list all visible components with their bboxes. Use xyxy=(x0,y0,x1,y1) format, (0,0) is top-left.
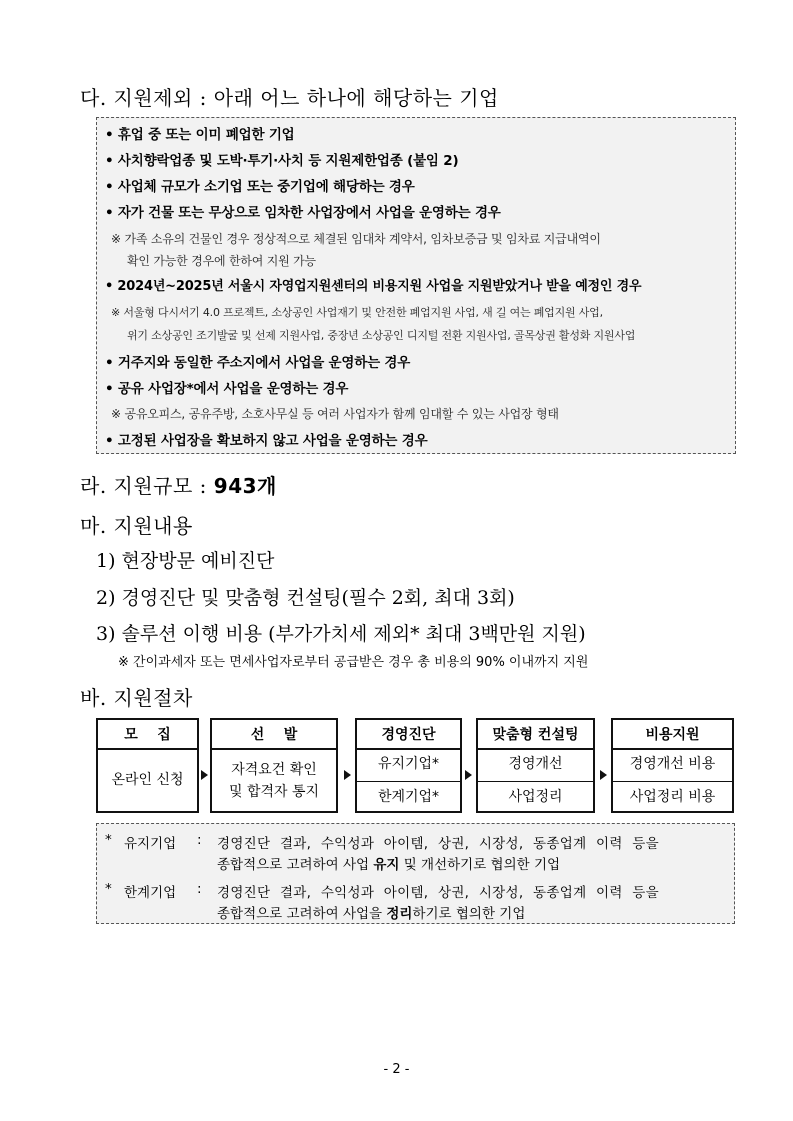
flow-step-header: 비용지원 xyxy=(613,720,732,750)
flow-step-header: 모 집 xyxy=(98,720,197,750)
flow-step-bottom: 한계기업* xyxy=(377,788,440,805)
arrow-right-icon xyxy=(201,770,208,780)
section-ra-label: 라. 지원규모 : xyxy=(80,474,214,498)
exclusion-item: • 고정된 사업장을 확보하지 않고 사업을 운영하는 경우 xyxy=(105,433,428,449)
flow-step-top: 유지기업* xyxy=(377,756,440,772)
arrow-right-icon xyxy=(600,770,607,780)
section-ra xyxy=(80,470,277,499)
flow-step-header: 맞춤형 컨설팅 xyxy=(478,720,593,750)
flow-step-body-line1: 자격요건 확인 xyxy=(231,762,317,778)
section-ra-value: 943개 xyxy=(213,474,277,498)
flow-step-top: 경영개선 비용 xyxy=(629,756,716,772)
support-item: 2) 경영진단 및 맞춤형 컨설팅(필수 2회, 최대 3회) xyxy=(96,587,515,609)
flow-step-bottom: 사업정리 비용 xyxy=(629,788,716,805)
legend-term: 유지기업 xyxy=(124,836,177,852)
exclusion-item: • 사업체 규모가 소기업 또는 중기업에 해당하는 경우 xyxy=(105,179,415,195)
flow-step-body: 온라인 신청 xyxy=(111,771,184,788)
flow-step-consulting xyxy=(476,718,595,813)
legend-line xyxy=(217,853,560,873)
legend-bold: 유지 xyxy=(373,857,400,873)
legend-bold: 정리 xyxy=(386,906,413,922)
flow-step-cost-support xyxy=(611,718,734,813)
exclusion-note: ※ 가족 소유의 건물인 경우 정상적으로 체결된 임대차 계약서, 임차보증금 및 임차료 지급내역이 xyxy=(111,232,601,246)
arrow-right-icon xyxy=(465,770,472,780)
legend-text: 종합적으로 고려하여 사업을 xyxy=(217,906,387,922)
legend-text: 종합적으로 고려하여 사업 xyxy=(217,857,374,873)
legend-star: * xyxy=(105,832,112,848)
support-item: 1) 현장방문 예비진단 xyxy=(96,550,275,572)
flow-step-diagnosis xyxy=(355,718,462,813)
exclusion-item: • 자가 건물 또는 무상으로 임차한 사업장에서 사업을 운영하는 경우 xyxy=(105,205,501,221)
exclusion-item: • 휴업 중 또는 이미 폐업한 기업 xyxy=(105,127,295,143)
exclusion-item: • 공유 사업장*에서 사업을 운영하는 경우 xyxy=(105,381,349,397)
exclusion-note: ※ 서울형 다시서기 4.0 프로젝트, 소상공인 사업재기 및 안전한 폐업지원 사업, 새 길 여는 폐업지원 사업, xyxy=(111,306,603,319)
section-ma-title: 마. 지원내용 xyxy=(80,514,193,538)
legend-line xyxy=(217,902,525,922)
section-ba-title: 바. 지원절차 xyxy=(80,686,193,710)
flow-step-header: 선 발 xyxy=(212,720,336,750)
legend-line: 경영진단 결과, 수익성과 아이템, 상권, 시장성, 동종업계 이력 등을 xyxy=(217,885,659,901)
flow-step-body-line2: 및 합격자 통지 xyxy=(228,784,320,800)
exclusion-item: • 거주지와 동일한 주소지에서 사업을 운영하는 경우 xyxy=(105,355,411,371)
flow-step-bottom: 사업정리 xyxy=(508,788,563,805)
flow-step-top: 경영개선 xyxy=(508,756,563,772)
exclusion-box xyxy=(96,117,736,454)
support-note: ※ 간이과세자 또는 면세사업자로부터 공급받은 경우 총 비용의 90% 이내까지 지원 xyxy=(118,655,589,670)
flow-step-recruit xyxy=(96,718,199,813)
arrow-right-icon xyxy=(344,770,351,780)
support-item: 3) 솔루션 이행 비용 (부가가치세 제외* 최대 3백만원 지원) xyxy=(96,623,586,645)
legend-term: 한계기업 xyxy=(124,885,177,901)
exclusion-note: 위기 소상공인 조기발굴 및 선제 지원사업, 중장년 소상공인 디지털 전환 지원사업, 골목상권 활성화 지원사업 xyxy=(127,329,636,342)
exclusion-item: • 사치향락업종 및 도박·투기·사치 등 지원제한업종 (붙임 2) xyxy=(105,153,459,169)
exclusion-note: 확인 가능한 경우에 한하여 지원 가능 xyxy=(127,254,316,268)
flow-step-header: 경영진단 xyxy=(357,720,460,750)
legend-colon: : xyxy=(197,881,202,897)
exclusion-note: ※ 공유오피스, 공유주방, 소호사무실 등 여러 사업자가 함께 임대할 수 있는 사업장 형태 xyxy=(111,407,559,421)
legend-text: 하기로 협의한 기업 xyxy=(412,906,526,922)
flow-step-select xyxy=(210,718,338,813)
legend-box xyxy=(96,823,735,924)
legend-text: 및 개선하기로 협의한 기업 xyxy=(399,857,561,873)
section-da-title: 다. 지원제외 : 아래 어느 하나에 해당하는 기업 xyxy=(80,86,499,110)
exclusion-item: • 2024년~2025년 서울시 자영업지원센터의 비용지원 사업을 지원받았거나 받을 예정인 경우 xyxy=(105,279,642,294)
legend-colon: : xyxy=(197,832,202,848)
page-number: - 2 - xyxy=(383,1062,410,1077)
legend-line: 경영진단 결과, 수익성과 아이템, 상권, 시장성, 동종업계 이력 등을 xyxy=(217,836,659,852)
legend-star: * xyxy=(105,881,112,897)
